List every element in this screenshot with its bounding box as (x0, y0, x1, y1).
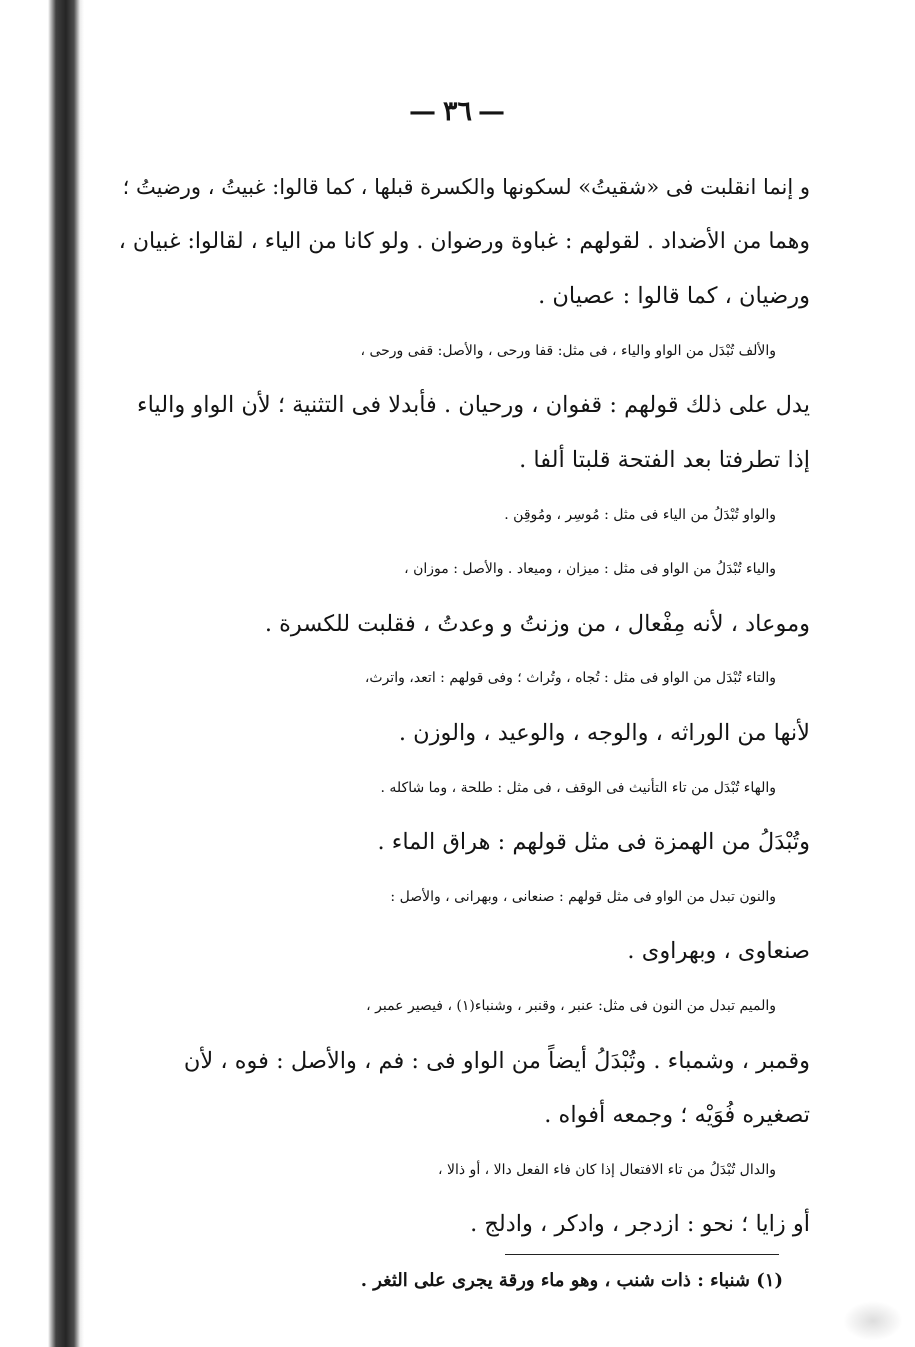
text-line: أو زايا ؛ نحو : ازدجر ، وادكر ، وادلج . (470, 1211, 810, 1238)
page-number-dash-left: — (408, 96, 437, 127)
page-number (0, 96, 915, 127)
text-line: والواو تُبْدَلُ من الياء فى مثل : مُوسِر ، ومُوقِن . (504, 506, 776, 523)
text-line: والميم تبدل من النون فى مثل: عنبر ، وقنبر ، وشنباء(١) ، فيصير عمبر ، (366, 997, 776, 1014)
text-line: والألف تُبْدَل من الواو والياء ، فى مثل: قفا ورحى ، والأصل: قفى ورحى ، (360, 342, 776, 359)
text-line: يدل على ذلك قولهم : قفوان ، ورحيان . فأبدلا فى التثنية ؛ لأن الواو والياء (137, 392, 810, 419)
text-line: إذا تطرفتا بعد الفتحة قلبتا ألفا . (519, 446, 810, 473)
text-line: وموعاد ، لأنه مِفْعال ، من وزنتُ و وعدتُ ، فقلبت للكسرة . (264, 610, 810, 637)
text-line: صنعاوى ، وبهراوى . (627, 938, 810, 965)
footnote-separator (505, 1254, 779, 1255)
text-line: وقمبر ، وشمباء . وتُبْدَلُ أيضاً من الواو فى : فم ، والأصل : فوه ، لأن (183, 1047, 810, 1074)
page-number-dash-right: — (478, 96, 506, 127)
text-line: والنون تبدل من الواو فى مثل قولهم : صنعانى ، وبهرانى ، والأصل : (390, 888, 776, 905)
page-number-value: ٣٦ (442, 96, 472, 127)
text-line: تصغيره فُوَيْه ؛ وجمعه أفواه . (544, 1102, 810, 1129)
text-line: و إنما انقلبت فى «شقيتُ» لسكونها والكسرة قبلها ، كما قالوا: غبيتُ ، ورضيتُ ؛ (122, 175, 810, 199)
text-line: ورضيان ، كما قالوا : عصيان . (538, 283, 810, 310)
text-line: وهما من الأضداد . لقولهم : غباوة ورضوان . ولو كانا من الياء ، لقالوا: غبيان ، (118, 228, 810, 254)
page-body (120, 160, 810, 1252)
text-line: والياء تُبْدَلُ من الواو فى مثل : ميزان ، وميعاد . والأصل : موزان ، (404, 561, 776, 578)
text-line: لأنها من الوراثه ، والوجه ، والوعيد ، والوزن . (398, 719, 810, 746)
text-line: والدال تُبْدَلُ من تاء الافتعال إذا كان فاء الفعل دالا ، أو ذالا ، (438, 1161, 776, 1178)
book-binding-shadow (0, 0, 84, 1347)
scan-smudge (843, 1301, 903, 1341)
text-line: والتاء تُبْدَل من الواو فى مثل : تُجاه ، وتُراث ؛ وفى قولهم : اتعد، واترث، (364, 670, 776, 687)
text-line: وتُبْدَلُ من الهمزة فى مثل قولهم : هراق الماء . (377, 829, 810, 856)
footnote: (١) شنباء : ذات شنب ، وهو ماء ورقة يجرى على الثغر . (360, 1270, 783, 1291)
text-line: والهاء تُبْدَل من تاء التأنيث فى الوقف ، فى مثل : طلحة ، وما شاكله . (380, 779, 776, 796)
